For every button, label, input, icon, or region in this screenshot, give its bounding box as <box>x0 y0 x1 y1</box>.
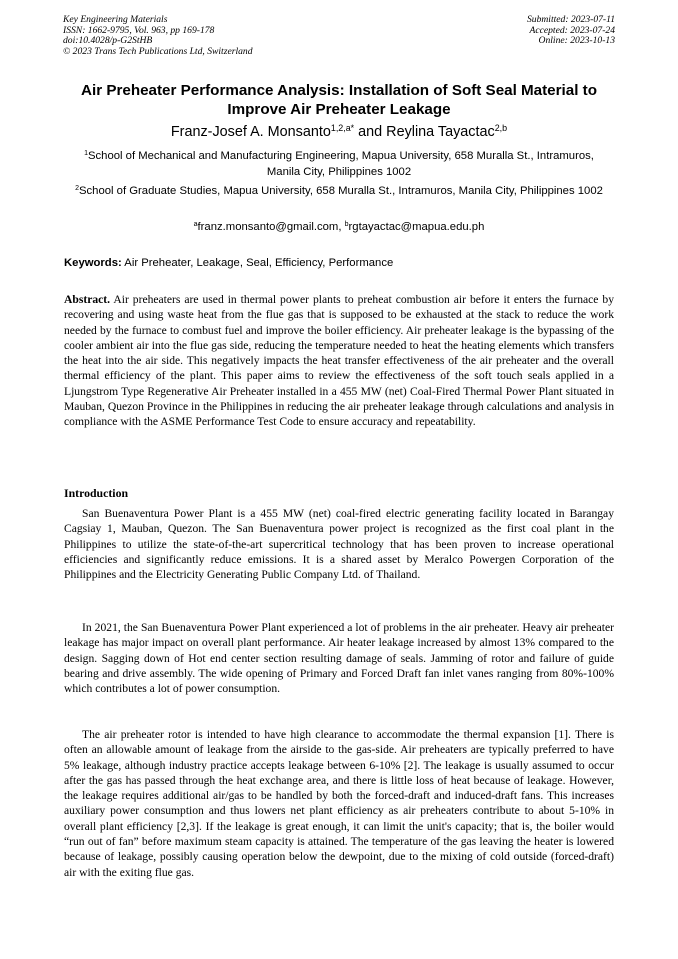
email-a[interactable]: franz.monsanto@gmail.com <box>197 221 339 233</box>
affiliation-2 <box>70 184 608 200</box>
journal-info <box>63 15 253 57</box>
author-connector: and <box>354 124 387 140</box>
email-separator: , <box>338 221 345 233</box>
journal-copyright: © 2023 Trans Tech Publications Ltd, Switzerland <box>63 45 253 57</box>
author-2-affiliation-mark: 2,b <box>494 123 508 134</box>
author-emails <box>60 220 618 235</box>
introduction-paragraph-1: San Buenaventura Power Plant is a 455 MW (net) coal-fired electric generating facility located in Barangay Cagsiay 1, Mauban, Quezon. The San Buenaventura power project is recognized as the first coal plant in the Philippines to utilize the state-of-the-art supercritical technology that has been proven to increase operational efficiencies and significantly reduce emissions. It is a shared asset by Meralco Powergen Corporation of the Philippines and the Electricity Generating Public Company Ltd. of Thailand. <box>64 507 614 582</box>
affiliation-2-text: School of Graduate Studies, Mapua University, 658 Muralla St., Intramuros, Manila City, Philippines 1002 <box>79 185 603 197</box>
affiliation-2-mark: 2 <box>75 185 79 193</box>
email-a-mark: a <box>193 221 198 229</box>
affiliation-1 <box>70 149 608 180</box>
keywords-text: Air Preheater, Leakage, Seal, Efficiency, Performance <box>121 257 394 269</box>
abstract <box>64 292 614 430</box>
keywords-label: Keywords: <box>64 257 122 269</box>
author-2-name: Reylina Tayactac <box>386 124 495 140</box>
affiliation-1-mark: 1 <box>84 150 88 158</box>
author-1-name: Franz-Josef A. Monsanto <box>170 124 331 140</box>
introduction-heading: Introduction <box>64 486 129 500</box>
journal-doi: doi:10.4028/p-G2StHB <box>63 35 153 47</box>
author-line <box>40 123 638 141</box>
abstract-text: Air preheaters are used in thermal power plants to preheat combustion air before it enters the furnace by recovering and using waste heat from the flue gas that is supposed to be exhausted at the stack to reduce the work needed by the furnace to combust fuel and improve the boiler efficiency. Air preheater leakage is the bypassing of the cooler ambient air into the flue gas side, reducing the temperature needed to heat the heating elements which transfers the heat into the air side. This negatively impacts the heat transfer effectiveness of the air preheater and the overall thermal efficiency of the plant. This paper aims to review the effectiveness of the soft touch seals applied in a Ljungstrom Type Regenerative Air Preheater installed in a 455 MW (net) Coal-Fired Thermal Power Plant situated in Mauban, Quezon Province in the Philippines in reducing the air preheater leakage through calculations and analysis in compliance with the ASME Performance Test Code to ensure accuracy and repeatability. <box>64 293 614 429</box>
author-1-affiliation-mark: 1,2,a* <box>330 123 355 134</box>
journal-issn: ISSN: 1662-9795, Vol. 963, pp 169-178 <box>63 24 215 36</box>
date-online: Online: 2023-10-13 <box>538 35 615 47</box>
keywords <box>64 256 616 271</box>
submission-dates <box>527 15 615 47</box>
date-submitted: Submitted: 2023-07-11 <box>526 14 615 25</box>
email-b-mark: b <box>344 221 349 229</box>
date-accepted: Accepted: 2023-07-24 <box>529 24 615 36</box>
affiliation-1-text: School of Mechanical and Manufacturing Engineering, Mapua University, 658 Muralla St., Intramuros, Manila City, Philippines 1002 <box>88 150 594 178</box>
abstract-label: Abstract. <box>64 293 111 306</box>
email-b[interactable]: rgtayactac@mapua.edu.ph <box>348 221 485 233</box>
introduction-paragraph-2: In 2021, the San Buenaventura Power Plant experienced a lot of problems in the air preheater. Heavy air preheater leakage has major impact on overall plant performance. Air heater leakage increased by almost 13% compared to the design. Sagging down of Hot end center section resulting damage of seals. Jamming of rotor and failure of guide bearing and drive assembly. The wide opening of Primary and Forced Draft fan inlet vanes ranging from 80%-100% which contributes a lot of power consumption. <box>64 621 614 696</box>
paper-title: Air Preheater Performance Analysis: Installation of Soft Seal Material to Improve Air Preheater Leakage <box>81 82 597 118</box>
journal-name: Key Engineering Materials <box>63 14 168 25</box>
introduction-paragraph-3: The air preheater rotor is intended to have high clearance to accommodate the thermal expansion [1]. There is often an allowable amount of leakage from the airside to the gas-side. Air preheaters are typically preferred to have 5% leakage, although industry practice accepts leakage between 6-10% [2]. The leakage is usually assumed to occur after the gas has passed through the heat exchange area, and there is little loss of heat because of leakage. However, the leakage requires additional air/gas to be handled by both the forced-draft and induced-draft fans. This increases auxiliary power consumption and thus lowers net plant efficiency as air preheaters contribute to about 5-10% in overall plant efficiency [2,3]. If the leakage is great enough, it can limit the unit's capacity; that is, the boiler would “run out of fan” before maximum steam capacity is attained. The temperature of the gas leaving the heater is lowered because of leakage, possibly causing operation below the dewpoint, due to the mixing of cold outside (forced-draft) air with the exiting flue gas. <box>64 728 614 879</box>
